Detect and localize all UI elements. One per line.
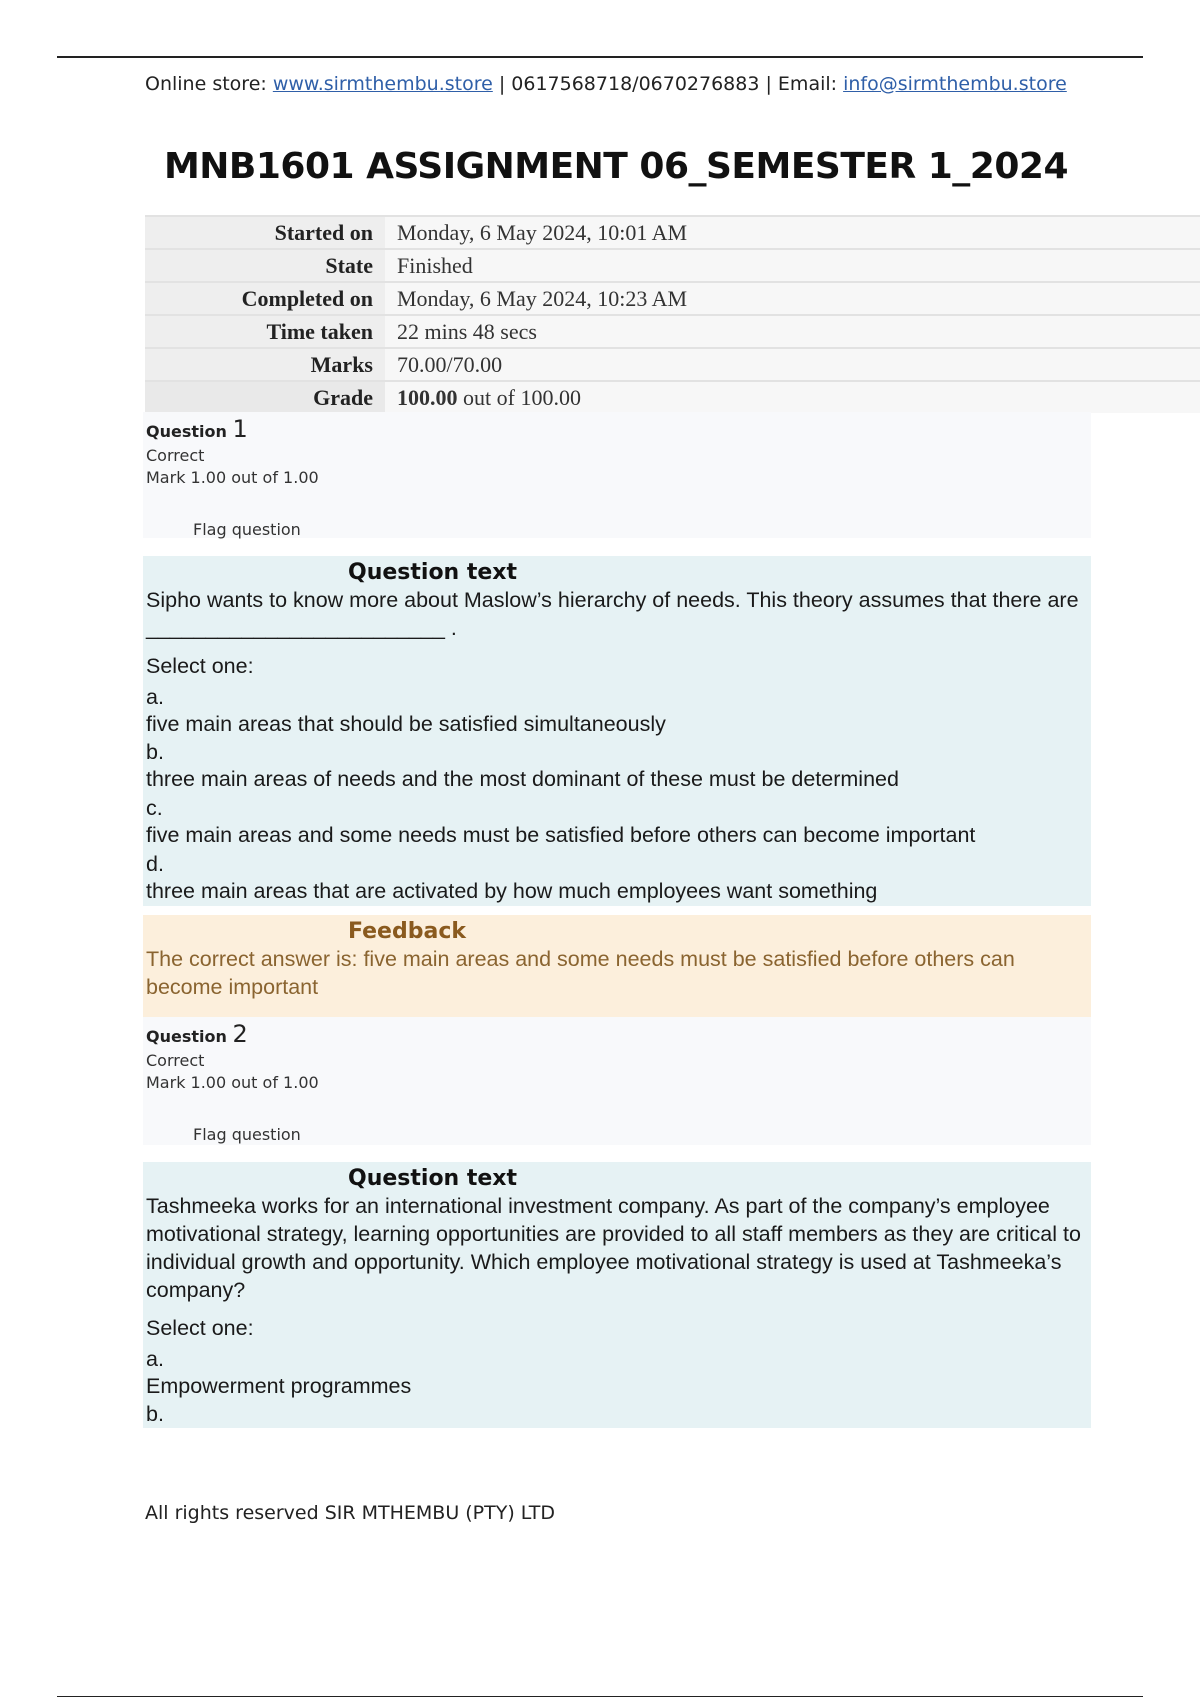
option-text[interactable]: Empowerment programmes (146, 1374, 412, 1398)
grade-suffix: out of 100.00 (457, 384, 581, 410)
option-letter[interactable]: b. (146, 1402, 164, 1426)
summary-label: Time taken (145, 315, 385, 348)
flag-question-link[interactable]: Flag question (193, 520, 301, 539)
question-text: Sipho wants to know more about Maslow’s hierarchy of needs. This theory assumes that there are _________________________ . (146, 588, 1079, 640)
option-text[interactable]: three main areas of needs and the most dominant of these must be determined (146, 767, 899, 791)
select-one-label: Select one: (146, 654, 254, 678)
summary-label: Started on (145, 216, 385, 249)
feedback-text: The correct answer is: five main areas and some needs must be satisfied before others can become important (146, 947, 1015, 999)
header-prefix: Online store: (145, 73, 273, 95)
summary-value (385, 381, 1200, 413)
option-text[interactable]: five main areas and some needs must be satisfied before others can become important (146, 823, 976, 847)
option-letter[interactable]: b. (146, 740, 164, 764)
store-link[interactable]: www.sirmthembu.store (272, 73, 493, 95)
page-header (145, 73, 1067, 95)
question-1-info (143, 412, 1091, 538)
question-word: Question (146, 1027, 227, 1046)
summary-label: State (145, 249, 385, 282)
question-word: Question (146, 422, 227, 441)
summary-label: Grade (145, 381, 385, 413)
summary-value: 22 mins 48 secs (385, 315, 1200, 348)
feedback-label: Feedback (348, 919, 466, 944)
attempt-summary (145, 215, 1200, 413)
question-2-info (143, 1017, 1091, 1145)
option-letter[interactable]: a. (146, 1347, 164, 1371)
top-rule (57, 56, 1143, 58)
question-1-feedback (143, 915, 1091, 1017)
question-text-label: Question text (348, 1166, 518, 1191)
option-letter[interactable]: c. (146, 796, 163, 820)
summary-label: Completed on (145, 282, 385, 315)
summary-row (145, 282, 1200, 315)
page-footer: All rights reserved SIR MTHEMBU (PTY) LTD (145, 1502, 556, 1524)
question-text-label: Question text (348, 560, 518, 585)
summary-value: Monday, 6 May 2024, 10:23 AM (385, 282, 1200, 315)
option-letter[interactable]: d. (146, 852, 164, 876)
summary-row (145, 381, 1200, 413)
select-one-label: Select one: (146, 1316, 254, 1340)
summary-value: Finished (385, 249, 1200, 282)
email-link[interactable]: info@sirmthembu.store (843, 73, 1067, 95)
question-mark: Mark 1.00 out of 1.00 (146, 468, 319, 487)
question-number-value: 1 (232, 415, 248, 443)
flag-question-link[interactable]: Flag question (193, 1125, 301, 1144)
summary-row (145, 315, 1200, 348)
question-number (146, 415, 248, 443)
summary-label: Marks (145, 348, 385, 381)
question-number-value: 2 (232, 1020, 248, 1048)
summary-value: Monday, 6 May 2024, 10:01 AM (385, 216, 1200, 249)
option-text[interactable]: three main areas that are activated by how much employees want something (146, 879, 878, 903)
question-state: Correct (146, 1051, 205, 1070)
question-mark: Mark 1.00 out of 1.00 (146, 1073, 319, 1092)
question-number (146, 1020, 248, 1048)
summary-row (145, 216, 1200, 249)
grade-value: 100.00 (397, 384, 458, 410)
header-phones: | 0617568718/0670276883 | Email: (492, 73, 844, 95)
question-2-text-box (143, 1162, 1091, 1428)
document-title: MNB1601 ASSIGNMENT 06_SEMESTER 1_2024 (163, 146, 1069, 187)
option-text[interactable]: five main areas that should be satisfied simultaneously (146, 712, 666, 736)
summary-value: 70.00/70.00 (385, 348, 1200, 381)
option-letter[interactable]: a. (146, 685, 164, 709)
summary-row (145, 348, 1200, 381)
question-state: Correct (146, 446, 205, 465)
question-text: Tashmeeka works for an international investment company. As part of the company’s employee motivational strategy, learning opportunities are provided to all staff members as they are critical to individual growth and opportunity. Which employee motivational strategy is used at Tashmeeka’s company? (146, 1194, 1081, 1302)
summary-row (145, 249, 1200, 282)
bottom-rule (57, 1696, 1143, 1697)
question-1-text-box (143, 556, 1091, 906)
